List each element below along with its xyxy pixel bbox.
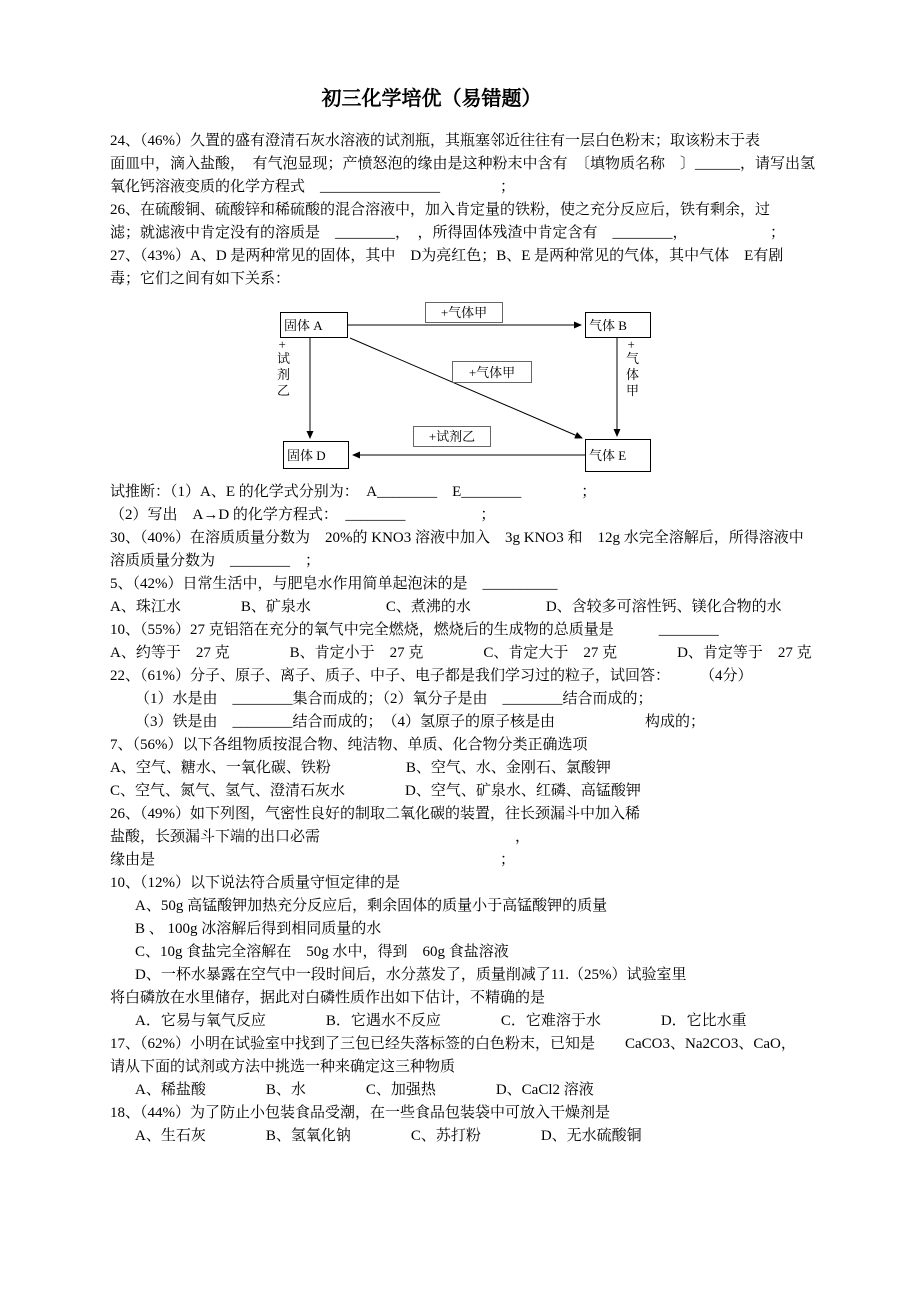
diagram-box-solid-a: 固体 A [280,312,348,338]
text-line: 17、（62%）小明在试验室中找到了三包已经失落标签的白色粉末，已知是 CaCO3、Na2CO3、CaO， [110,1036,796,1052]
text-line: 缘由是 ； [110,852,516,868]
diagram-label-gas-jia-top: +气体甲 [425,302,503,323]
text-line: （3）铁是由 ________结合而成的； （4）氢原子的原子核是由 构成的； [135,714,706,730]
text-line: A、约等于 27 克 B、肯定小于 27 克 C、肯定大于 27 克 D、肯定等于 27 克 [110,645,812,661]
text-line: A、生石灰 B、氢氧化钠 C、苏打粉 D、无水硫酸铜 [135,1128,642,1144]
text-line: 毒；它们之间有如下关系： [110,271,291,287]
text-line: 22、（61%）分子、原子、离子、质子、中子、电子都是我们学习过的粒子，试回答： （4分） [110,668,753,684]
text-line: 盐酸，长颈漏斗下端的出口必需 ， [110,829,531,845]
diagram-label-gas-jia-middle: +气体甲 [452,361,532,383]
text-line: A、空气、糖水、一氧化碳、铁粉 B、空气、水、金刚石、氯酸钾 [110,760,611,776]
document-body [110,130,848,1148]
text-line: 溶质质量分数为 ________ ； [110,553,321,569]
document-title: 初三化学培优（易错题） [321,88,542,110]
text-line: 10、（12%）以下说法符合质量守恒定律的是 [110,875,400,891]
text-line: 30、（40%）在溶质质量分数为 20%的 KNO3 溶液中加入 3g KNO3 和 12g 水完全溶解后，所得溶液中 [110,530,804,546]
text-line: 5、（42%）日常生活中，与肥皂水作用简单起泡沫的是 __________ [110,576,558,592]
diagram-label-reagent-yi-left: +试剂乙 [275,341,290,400]
arrow-a-to-e [350,338,582,438]
text-line: 试推断：（1）A、E 的化学式分别为： A________ E________ ； [110,484,597,500]
text-line: A、50g 高锰酸钾加热充分反应后，剩余固体的质量小于高锰酸钾的质量 [135,898,608,914]
text-line: 请从下面的试剂或方法中挑选一种来确定这三种物质 [110,1059,456,1075]
text-line: 7、（56%）以下各组物质按混合物、纯洁物、单质、化合物分类正确选项 [110,737,588,753]
text-line: 27、（43%）A、D 是两种常见的固体，其中 D为亮红色；B、E 是两种常见的气体，其中气体 E有剧 [110,248,784,264]
text-line: 26、（49%）如下列图，气密性良好的制取二氧化碳的装置，往长颈漏斗中加入稀 [110,806,640,822]
text-line: 面皿中，滴入盐酸， 有气泡显现；产愤怒泡的缘由是这种粉末中含有 〔填物质名称 〕______，请写出氢 [110,156,816,172]
text-line: D、一杯水暴露在空气中一段时间后，水分蒸发了，质量削减了11.（25%）试验室里 [135,967,687,983]
text-line: B 、 100g 冰溶解后得到相同质量的水 [135,921,382,937]
diagram-box-gas-e: 气体 E [585,439,651,472]
text-line: 滤；就滤液中肯定没有的溶质是 ________， ，所得固体残渣中肯定含有 ________， ； [110,225,786,241]
text-line: 24、（46%）久置的盛有澄清石灰水溶液的试剂瓶，其瓶塞邻近往往有一层白色粉末；取该粉末于表 [110,133,760,149]
text-line: 18、（44%）为了防止小包装食品受潮，在一些食品包装袋中可放入干燥剂是 [110,1105,610,1121]
text-line: C、10g 食盐完全溶解在 50g 水中，得到 60g 食盐溶液 [135,944,509,960]
diagram-box-solid-d: 固体 D [283,441,349,469]
text-line: 氧化钙溶液变质的化学方程式 ________________ ； [110,179,516,195]
text-line: A、珠江水 B、矿泉水 C、煮沸的水 D、含较多可溶性钙、镁化合物的水 [110,599,782,615]
text-line: （1）水是由 ________集合而成的；（2）氧分子是由 ________结合而成的； [135,691,653,707]
diagram-label-gas-jia-right: +气体甲 [624,341,639,400]
text-line: 26、在硫酸铜、硫酸锌和稀硫酸的混合溶液中，加入肯定量的铁粉，使之充分反应后，铁有剩余，过 [110,202,771,218]
text-line: 将白磷放在水里储存，据此对白磷性质作出如下估计，不精确的是 [110,990,546,1006]
text-line: （2）写出 A→D 的化学方程式： ________ ； [110,507,496,523]
relationship-diagram [270,295,660,475]
diagram-label-reagent-yi-bottom: +试剂乙 [413,426,491,447]
text-line: A、稀盐酸 B、水 C、加强热 D、CaCl2 溶液 [135,1082,594,1098]
text-line: C、空气、氮气、氢气、澄清石灰水 D、空气、矿泉水、红磷、高锰酸钾 [110,783,641,799]
text-line: 10、（55%）27 克铝箔在充分的氧气中完全燃烧，燃烧后的生成物的总质量是 ________ [110,622,719,638]
text-line: A．它易与氧气反应 B．它遇水不反应 C．它难溶于水 D．它比水重 [135,1013,747,1029]
diagram-box-gas-b: 气体 B [585,312,651,338]
